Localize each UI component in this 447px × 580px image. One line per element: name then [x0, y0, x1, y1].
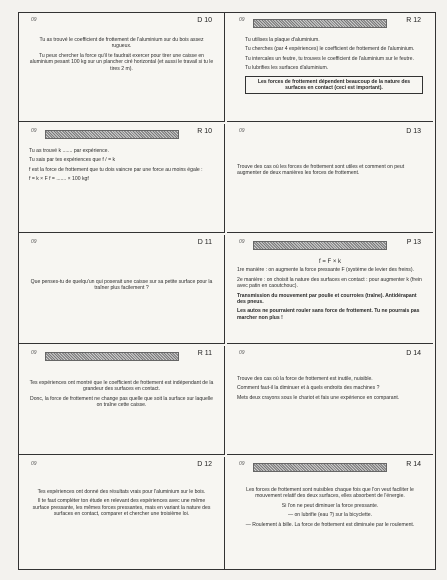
- card-text: Tu intercales un feutre, tu trouves le coefficient de l'aluminium sur le feutre.: [245, 55, 414, 62]
- card-r12: [227, 13, 433, 122]
- card-code: D 10: [197, 17, 212, 24]
- card-text: Comment faut-il la diminuer et à quels endroits des machines ?: [237, 385, 380, 392]
- hatched-band: [253, 463, 387, 472]
- hatched-band: [45, 352, 179, 361]
- card-code: R 10: [197, 128, 212, 135]
- card-number: 09: [239, 350, 245, 356]
- card-code: D 13: [406, 128, 421, 135]
- card-text: Mets deux crayons sous le chariot et fais une expérience en comparant.: [237, 394, 400, 401]
- card-text: Tu utilises la plaque d'aluminium.: [245, 37, 320, 43]
- card-text: Tu as trouvé k ....... par expérience.: [29, 148, 109, 154]
- card-text: Tu peux chercher la force qu'il te faudrait exercer pour tirer une caisse en aluminium pesant 100 kg sur un plancher ciré horizontal (et aussi le travail si tu le tires 2 m).: [29, 52, 214, 72]
- card-text: Les autos ne pourraient rouler sans force de frottement. Tu ne pourrais pas marcher non plus !: [237, 308, 420, 321]
- card-text: Si l'on ne peut diminuer la force pressante.: [281, 502, 379, 509]
- card-d10: [19, 13, 225, 122]
- card-code: R 14: [406, 461, 421, 468]
- card-text: Tes expériences ont donné des résultats vrais pour l'aluminium sur le bois.: [37, 489, 206, 495]
- card-number: 09: [239, 461, 245, 467]
- friction-formula: f = F × k: [318, 259, 341, 265]
- card-text: Tes expériences ont montré que le coefficient de frottement est indépendant de la grandeur des surfaces en contact.: [29, 380, 214, 393]
- card-number: 09: [239, 128, 245, 134]
- card-text: Il te faut compléter ton étude en relevant des expériences avec une même surface pressante, les mêmes forces pressantes, mais en variant la nature des surfaces en contact, comparer et chercher une troisième loi.: [32, 498, 211, 518]
- card-number: 09: [31, 17, 37, 23]
- card-code: D 14: [406, 350, 421, 357]
- card-number: 09: [31, 461, 37, 467]
- card-text: Tu as trouvé le coefficient de frottement de l'aluminium sur du bois assez rugueux.: [39, 37, 204, 50]
- card-text: Transmission du mouvement par poulie et courroies (traîne). Antidérapant des pneus.: [237, 292, 417, 306]
- card-number: 09: [239, 17, 245, 23]
- card-code: D 11: [197, 239, 212, 246]
- hatched-band: [253, 241, 387, 250]
- card-d12: [19, 457, 225, 569]
- card-text: Que penses-tu de quelqu'un qui poserait une caisse sur sa petite surface pour la traîner plus facilement ?: [30, 279, 213, 292]
- card-text: Les forces de frottement sont nuisibles chaque fois que l'on veut faciliter le mouvement relatif des deux surfaces, elles absorbent de l'énergie.: [246, 487, 414, 500]
- worksheet-page: [18, 12, 436, 570]
- card-number: 09: [31, 128, 37, 134]
- card-code: R 12: [406, 17, 421, 24]
- card-formula: f = k × F f = ....... × 100 kgf: [29, 176, 89, 183]
- card-text: Tu lubrifies les surfaces d'aluminium.: [245, 65, 329, 72]
- card-text: f est la force de frottement que tu dois vaincre par une force au moins égale :: [29, 166, 203, 173]
- key-conclusion-box: Les forces de frottement dépendent beaucoup de la nature des surfaces en contact (ceci est important).: [245, 76, 423, 95]
- card-d14: [227, 346, 433, 455]
- card-r14: [227, 457, 433, 569]
- card-text: Trouve des cas où les forces de frottement sont utiles et comment on peut augmenter de deux manières les forces de frottement.: [237, 164, 405, 177]
- card-number: 09: [31, 350, 37, 356]
- card-number: 09: [31, 239, 37, 245]
- card-d13: [227, 124, 433, 233]
- card-text: Tu cherches (par 4 expériences) le coefficient de frottement de l'aluminium.: [245, 46, 415, 53]
- card-number: 09: [239, 239, 245, 245]
- hatched-band: [45, 130, 179, 139]
- card-code: D 12: [197, 461, 212, 468]
- card-text: — Roulement à bille. La force de frottement est diminuée par le roulement.: [245, 521, 415, 528]
- card-r11: [19, 346, 225, 455]
- card-text: 1re manière : on augmente la force pressante F (système de levier des freins).: [237, 267, 414, 274]
- card-d11: [19, 235, 225, 344]
- card-text: — on lubrifie (eau ?) sur la bicyclette.: [287, 512, 373, 519]
- card-p13: [227, 235, 433, 344]
- card-text: Trouve des cas où la force de frottement est inutile, nuisible.: [237, 376, 373, 382]
- hatched-band: [253, 19, 387, 28]
- card-code: R 11: [197, 350, 212, 357]
- card-text: Tu sais par tes expériences que f / = k: [29, 157, 116, 164]
- card-code: P 13: [406, 239, 421, 246]
- card-r10: [19, 124, 225, 233]
- card-text: 2e manière : on choisit la nature des surfaces en contact : pour augmenter k (frein avec patin en caoutchouc).: [237, 276, 422, 290]
- card-text: Donc, la force de frottement ne change pas quelle que soit la surface sur laquelle on traîne cette caisse.: [30, 395, 213, 409]
